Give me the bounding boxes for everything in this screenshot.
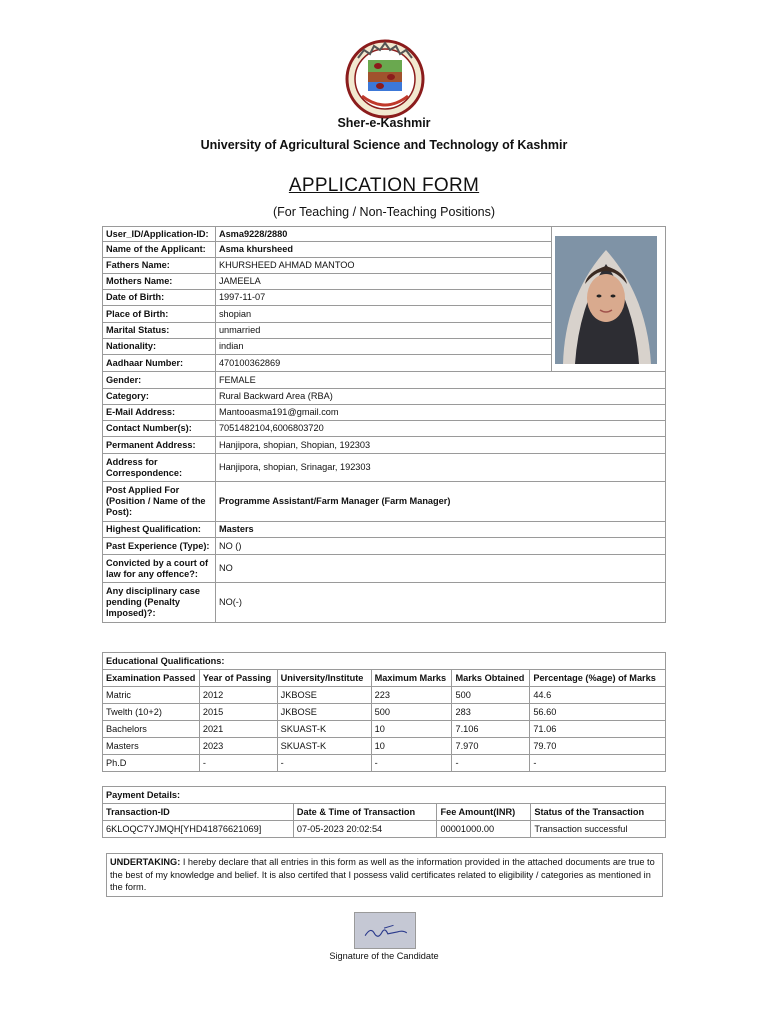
column-header: Percentage (%age) of Marks — [530, 670, 666, 687]
table-cell: 2012 — [199, 687, 277, 704]
payment-header-row — [103, 804, 666, 821]
applicant-row — [103, 405, 666, 421]
applicant-row — [103, 538, 666, 555]
column-header: Year of Passing — [199, 670, 277, 687]
applicant-row — [103, 437, 666, 454]
table-cell: 500 — [452, 687, 530, 704]
field-value: Programme Assistant/Farm Manager (Farm Manager) — [215, 482, 665, 522]
field-value: shopian — [215, 306, 551, 323]
field-value: 7051482104,6006803720 — [215, 421, 665, 437]
field-label: Category: — [103, 389, 216, 405]
field-label: Gender: — [103, 372, 216, 389]
table-cell: - — [277, 755, 371, 772]
field-label: Name of the Applicant: — [103, 242, 216, 258]
table-cell: Ph.D — [103, 755, 200, 772]
field-value: Asma9228/2880 — [215, 227, 551, 242]
education-row — [103, 738, 666, 755]
university-name-line1: Sher-e-Kashmir — [337, 116, 431, 130]
field-value: NO — [215, 555, 665, 583]
table-cell: 7.970 — [452, 738, 530, 755]
table-cell: 500 — [371, 704, 452, 721]
field-value: Asma khursheed — [215, 242, 551, 258]
applicant-photo — [555, 236, 657, 364]
field-value: unmarried — [215, 323, 551, 339]
field-label: E-Mail Address: — [103, 405, 216, 421]
field-label: Past Experience (Type): — [103, 538, 216, 555]
field-label: Place of Birth: — [103, 306, 216, 323]
table-cell: 283 — [452, 704, 530, 721]
column-header: Transaction-ID — [103, 804, 294, 821]
field-label: Nationality: — [103, 339, 216, 355]
education-title: Educational Qualifications: — [103, 653, 666, 670]
university-name-line2: University of Agricultural Science and Technology of Kashmir — [200, 138, 568, 152]
field-label: Contact Number(s): — [103, 421, 216, 437]
table-cell: 79.70 — [530, 738, 666, 755]
form-title: APPLICATION FORM — [288, 175, 480, 196]
table-cell: Bachelors — [103, 721, 200, 738]
applicant-details-table — [102, 226, 666, 623]
field-value: JAMEELA — [215, 274, 551, 290]
field-value: Hanjipora, shopian, Shopian, 192303 — [215, 437, 665, 454]
education-row — [103, 687, 666, 704]
table-cell: Transaction successful — [531, 821, 666, 838]
column-header: Examination Passed — [103, 670, 200, 687]
table-cell: 223 — [371, 687, 452, 704]
education-row — [103, 721, 666, 738]
applicant-row — [103, 555, 666, 583]
field-value: NO () — [215, 538, 665, 555]
signature-image — [354, 912, 416, 949]
field-label: User_ID/Application-ID: — [103, 227, 216, 242]
photo-cell — [552, 227, 666, 372]
field-label: Address for Correspondence: — [103, 454, 216, 482]
column-header: Status of the Transaction — [531, 804, 666, 821]
field-value: Masters — [215, 522, 665, 538]
table-cell: 10 — [371, 738, 452, 755]
applicant-row — [103, 372, 666, 389]
table-cell: Twelth (10+2) — [103, 704, 200, 721]
table-cell: JKBOSE — [277, 687, 371, 704]
field-label: Any disciplinary case pending (Penalty Imposed)?: — [103, 583, 216, 623]
table-cell: 10 — [371, 721, 452, 738]
table-cell: SKUAST-K — [277, 721, 371, 738]
table-cell: 71.06 — [530, 721, 666, 738]
undertaking-box — [106, 853, 663, 897]
field-value: 470100362869 — [215, 355, 551, 372]
table-cell: 44.6 — [530, 687, 666, 704]
university-logo — [344, 38, 426, 120]
applicant-row — [103, 454, 666, 482]
payment-title-row — [103, 787, 666, 804]
field-value: KHURSHEED AHMAD MANTOO — [215, 258, 551, 274]
field-label: Mothers Name: — [103, 274, 216, 290]
undertaking-label: UNDERTAKING: — [110, 857, 181, 867]
field-label: Aadhaar Number: — [103, 355, 216, 372]
field-label: Fathers Name: — [103, 258, 216, 274]
payment-table — [102, 786, 666, 838]
table-cell: - — [530, 755, 666, 772]
payment-title: Payment Details: — [103, 787, 666, 804]
column-header: Marks Obtained — [452, 670, 530, 687]
table-cell: - — [199, 755, 277, 772]
education-row — [103, 755, 666, 772]
field-value: 1997-11-07 — [215, 290, 551, 306]
field-label: Highest Qualification: — [103, 522, 216, 538]
table-cell: - — [452, 755, 530, 772]
column-header: Date & Time of Transaction — [293, 804, 437, 821]
table-cell: Matric — [103, 687, 200, 704]
applicant-row — [103, 389, 666, 405]
table-cell: SKUAST-K — [277, 738, 371, 755]
table-cell: 2015 — [199, 704, 277, 721]
field-label: Post Applied For (Position / Name of the Post): — [103, 482, 216, 522]
table-cell: 56.60 — [530, 704, 666, 721]
column-header: Maximum Marks — [371, 670, 452, 687]
undertaking-text: I hereby declare that all entries in this form as well as the information provided in the attached documents are true to the best of my knowledge and belief. It is also certifed that I possess valid certificates related to eligibility / categories as mentioned in the form. — [110, 857, 655, 893]
signature-caption: Signature of the Candidate — [329, 951, 439, 961]
field-label: Marital Status: — [103, 323, 216, 339]
applicant-row — [103, 583, 666, 623]
applicant-row — [103, 227, 666, 242]
field-label: Convicted by a court of law for any offence?: — [103, 555, 216, 583]
field-value: indian — [215, 339, 551, 355]
field-value: FEMALE — [215, 372, 665, 389]
applicant-row — [103, 421, 666, 437]
table-cell: 7.106 — [452, 721, 530, 738]
payment-row — [103, 821, 666, 838]
education-title-row — [103, 653, 666, 670]
form-subtitle: (For Teaching / Non-Teaching Positions) — [272, 205, 496, 219]
field-value: Rural Backward Area (RBA) — [215, 389, 665, 405]
table-cell: 2023 — [199, 738, 277, 755]
field-value: Hanjipora, shopian, Srinagar, 192303 — [215, 454, 665, 482]
education-row — [103, 704, 666, 721]
field-value: NO(-) — [215, 583, 665, 623]
table-cell: JKBOSE — [277, 704, 371, 721]
table-cell: Masters — [103, 738, 200, 755]
table-cell: 6KLOQC7YJMQH[YHD41876621069] — [103, 821, 294, 838]
table-cell: - — [371, 755, 452, 772]
field-label: Date of Birth: — [103, 290, 216, 306]
field-value: Mantooasma191@gmail.com — [215, 405, 665, 421]
applicant-row — [103, 482, 666, 522]
table-cell: 07-05-2023 20:02:54 — [293, 821, 437, 838]
table-cell: 00001000.00 — [437, 821, 531, 838]
field-label: Permanent Address: — [103, 437, 216, 454]
table-cell: 2021 — [199, 721, 277, 738]
education-header-row — [103, 670, 666, 687]
applicant-row — [103, 522, 666, 538]
column-header: Fee Amount(INR) — [437, 804, 531, 821]
education-table — [102, 652, 666, 772]
column-header: University/Institute — [277, 670, 371, 687]
